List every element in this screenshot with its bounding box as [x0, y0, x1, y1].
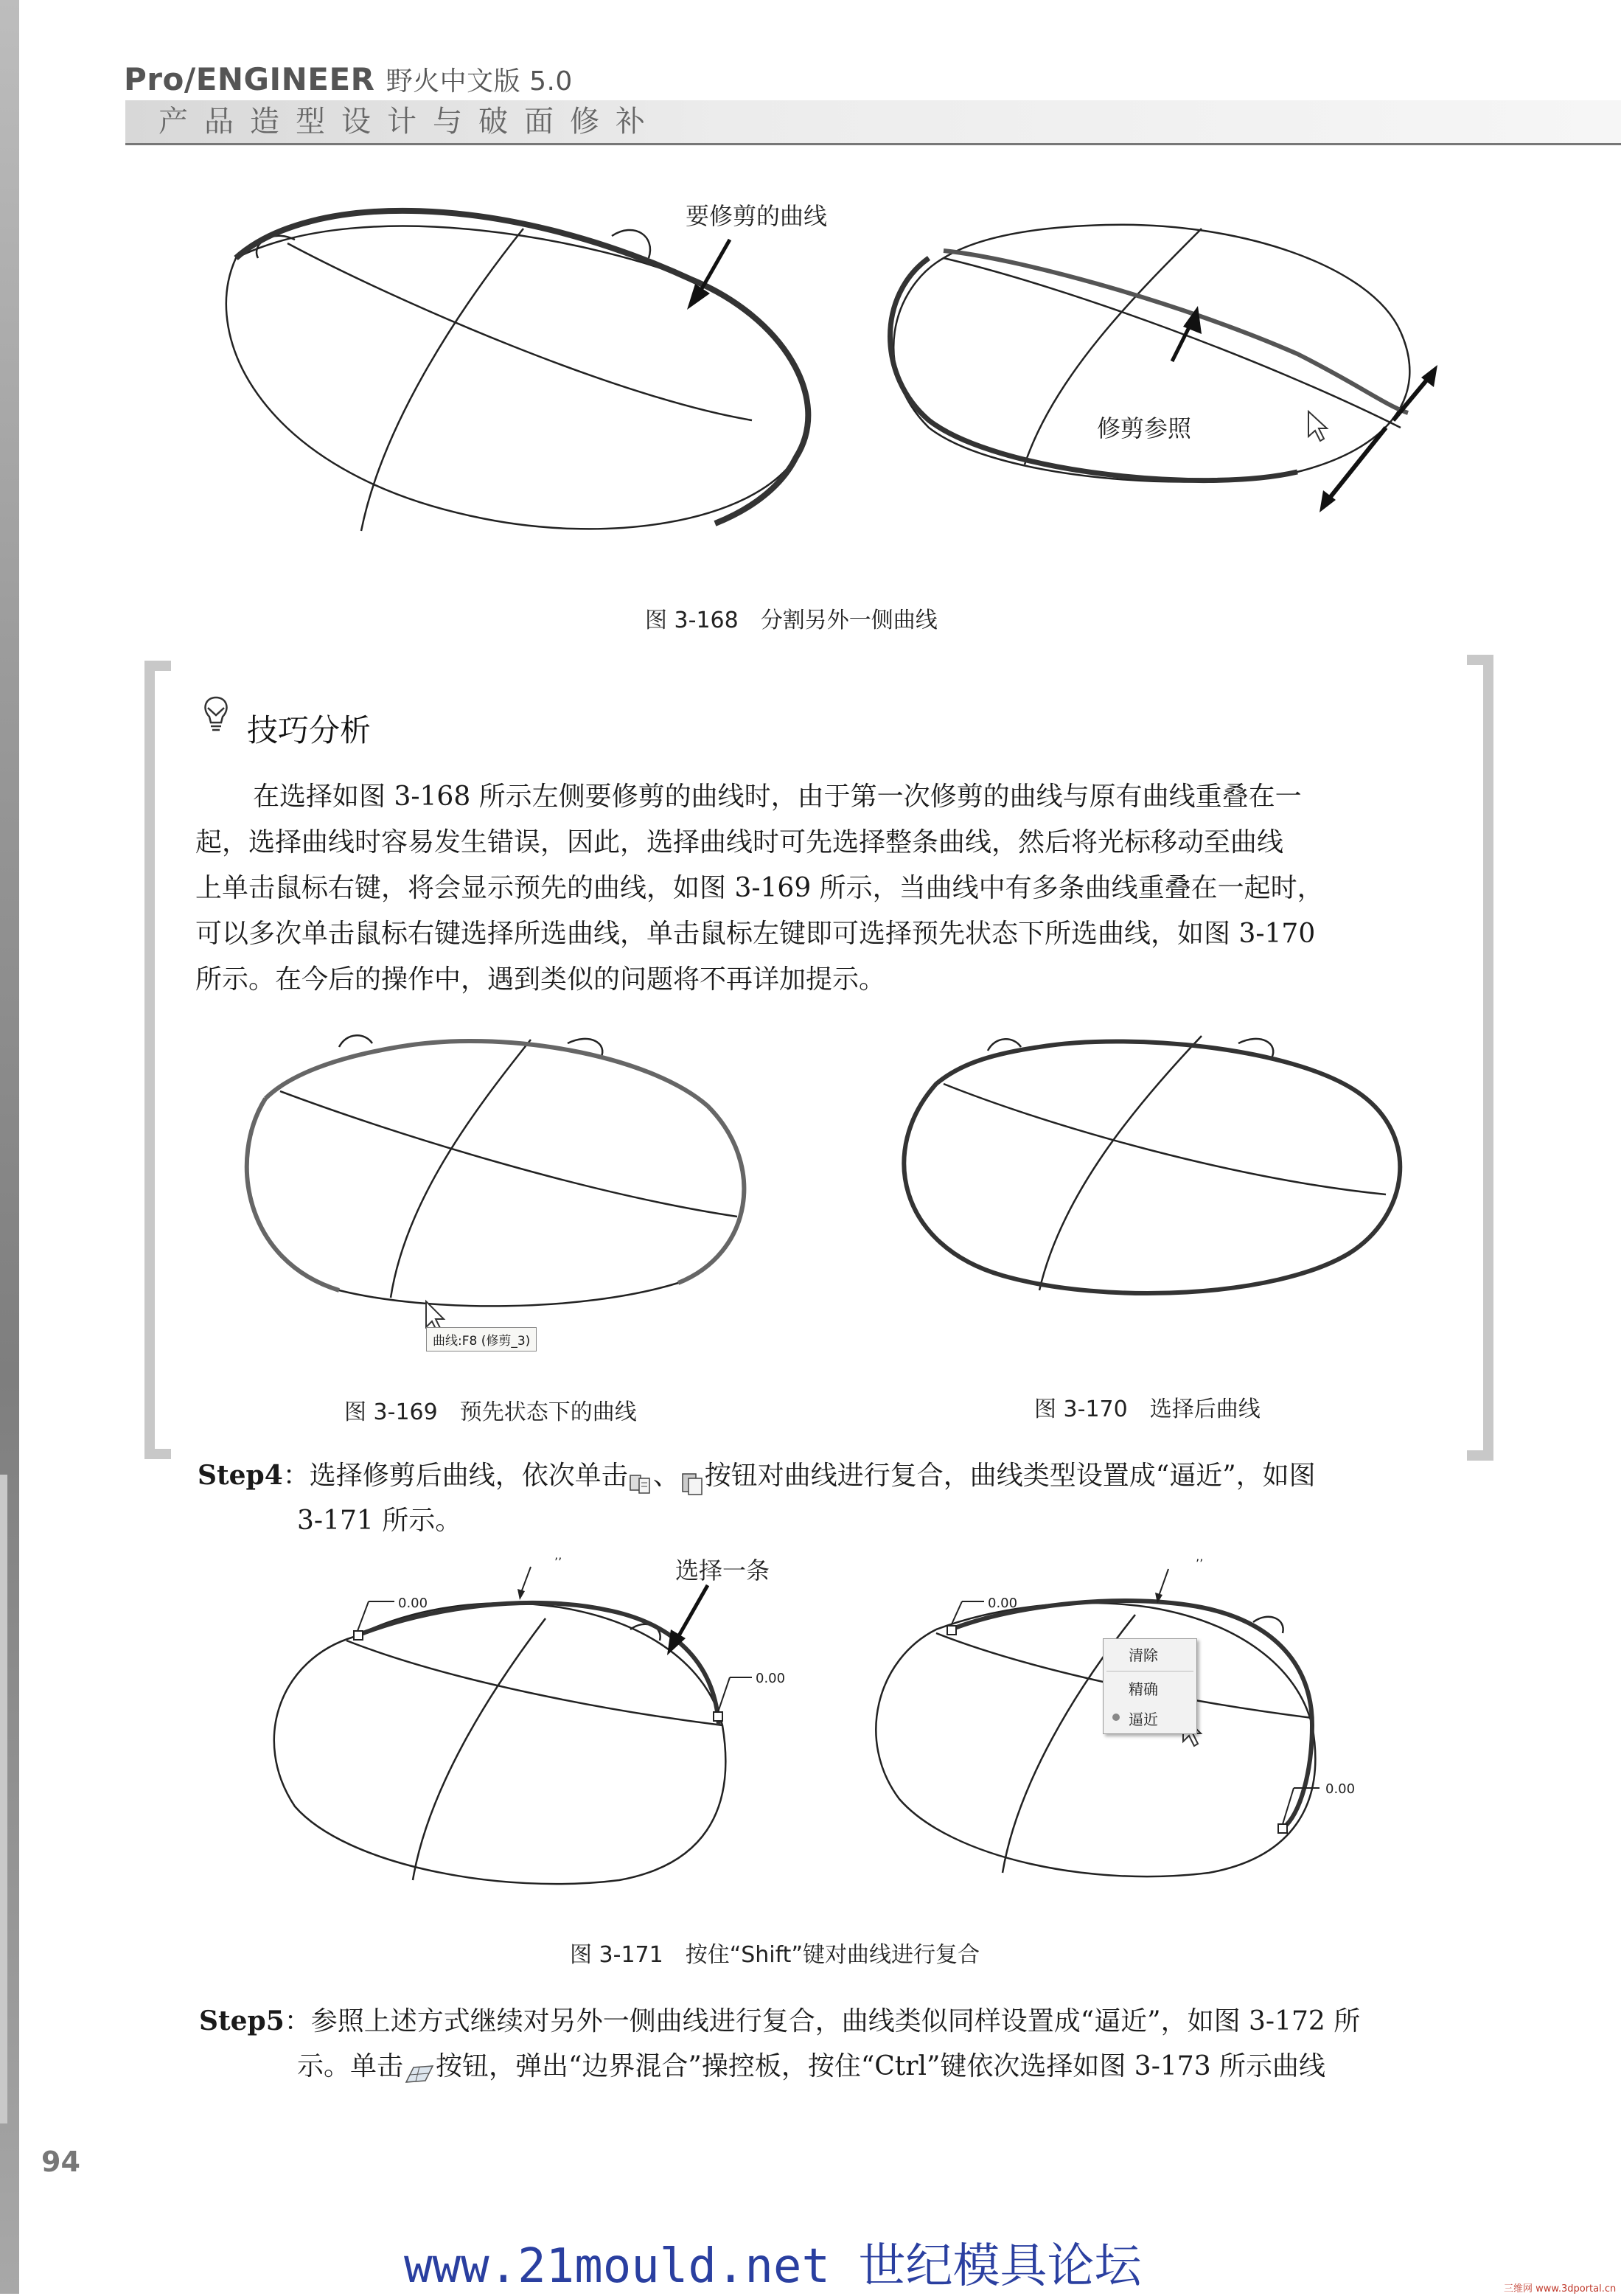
label-trim-curve: 要修剪的曲线: [686, 202, 828, 230]
menu-item-approximate[interactable]: 逼近: [1104, 1703, 1196, 1733]
step4-line1: Step4：选择修剪后曲线，依次单击 、 按钮对曲线进行复合，曲线类型设置成“逼近”，如图: [198, 1453, 1316, 1499]
svg-text:0.00: 0.00: [398, 1596, 428, 1611]
svg-text:’’: ’’: [554, 1555, 562, 1569]
label-trim-reference: 修剪参照: [1097, 414, 1192, 442]
paste-icon: [680, 1465, 705, 1490]
figure-170-caption: 图 3-170 选择后曲线: [1034, 1396, 1261, 1422]
step5-line2: 示。单击 按钮，弹出“边界混合”操控板，按住“Ctrl”键依次选择如图 3-173 所示曲线: [297, 2051, 1326, 2081]
step5-label: Step5: [199, 2005, 285, 2036]
figure-168-caption: 图 3-168 分割另外一侧曲线: [645, 608, 938, 633]
composite-curve-icon: [628, 1465, 653, 1490]
figure-169-caption: 图 3-169 预先状态下的曲线: [344, 1399, 637, 1425]
step5-line1: Step5：参照上述方式继续对另外一侧曲线进行复合，曲线类似同样设置成“逼近”，如图 3-172 所: [199, 2005, 1361, 2036]
tip-line: 上单击鼠标右键，将会显示预先的曲线，如图 3-169 所示，当曲线中有多条曲线重叠在一起时，: [195, 873, 1324, 903]
fig171-right-outline: [876, 1603, 1315, 1876]
fig171-composite-curve: [358, 1603, 719, 1725]
fig170-selected-curve: [904, 1042, 1400, 1294]
tip-paragraph: [195, 774, 1463, 1003]
corner-stamp: 三维网 www.3dportal.cn: [1504, 2283, 1617, 2295]
svg-text:0.00: 0.00: [756, 1671, 786, 1686]
page-number: 94: [41, 2146, 80, 2178]
trim-curve-highlight: [236, 211, 808, 523]
page-edge-shade-lower: [0, 1475, 7, 2123]
fig171-left-outline: [274, 1603, 726, 1884]
tip-line: 所示。在今后的操作中，遇到类似的问题将不再详加提示。: [195, 964, 886, 995]
selected-radio-icon: [1112, 1714, 1120, 1721]
fig170-outline: [904, 1042, 1400, 1294]
svg-text:0.00: 0.00: [1325, 1781, 1356, 1797]
label-select-one: 选择一条: [675, 1556, 770, 1584]
lightbulb-icon: [198, 693, 234, 737]
footer-watermark: www.21mould.net 世纪模具论坛: [404, 2239, 1142, 2294]
tip-bracket-right: [1467, 655, 1493, 1461]
step4-line2: 3-171 所示。: [297, 1506, 462, 1536]
figure-169-170-drawing: [236, 1017, 1415, 1357]
figure-171-drawing: [265, 1548, 1415, 1947]
menu-item-clear[interactable]: 清除: [1129, 1646, 1158, 1664]
right-bold-curve: [890, 258, 1298, 481]
curve-type-menu: [1103, 1638, 1197, 1734]
step4-label: Step4: [198, 1460, 283, 1491]
tip-line: 可以多次单击鼠标右键选择所选曲线，单击鼠标左键即可选择预先状态下所选曲线，如图 3-170: [195, 919, 1316, 949]
tip-line: 起，选择曲线时容易发生错误，因此，选择曲线时可先选择整条曲线，然后将光标移动至曲线: [195, 827, 1284, 857]
left-mid-curve: [287, 243, 752, 420]
menu-item-exact[interactable]: 精确: [1129, 1680, 1158, 1698]
direction-arrow: [1393, 376, 1430, 420]
curve-tooltip: 曲线:F8 (修剪_3): [426, 1327, 537, 1351]
fig169-preview-curve: [265, 1041, 744, 1283]
figure-168-drawing: [221, 177, 1445, 590]
left-cross-curve: [361, 229, 523, 531]
cursor-icon: [1308, 411, 1327, 441]
book-title: Pro/ENGINEER 野火中文版 5.0: [124, 61, 573, 97]
svg-text:’’: ’’: [1196, 1556, 1204, 1570]
svg-text:0.00: 0.00: [988, 1596, 1018, 1611]
tip-title: 技巧分析: [247, 712, 372, 748]
figure-171-caption: 图 3-171 按住“Shift”键对曲线进行复合: [570, 1942, 980, 1968]
tip-line: 在选择如图 3-168 所示左侧要修剪的曲线时，由于第一次修剪的曲线与原有曲线重叠在一: [253, 782, 1302, 812]
boundary-blend-icon: [403, 2056, 436, 2081]
right-mid-curve: [944, 258, 1401, 428]
tip-bracket-left: [144, 661, 171, 1459]
left-outline: [226, 226, 808, 529]
header-rule: [125, 143, 1621, 145]
arrow-line: [700, 240, 730, 291]
book-subtitle: 产品造型设计与破面修补: [158, 105, 661, 139]
